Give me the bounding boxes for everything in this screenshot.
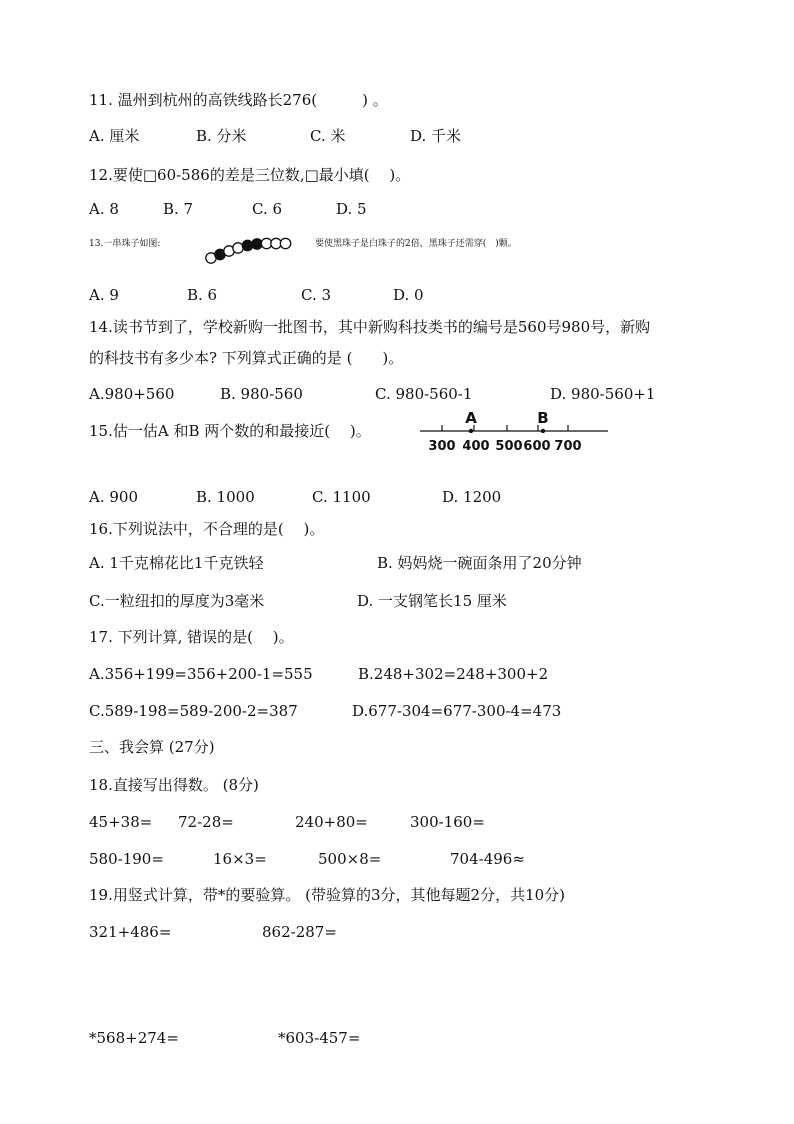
q15-option-b[interactable]: B. 1000 xyxy=(196,488,255,506)
q17-stem: 17. 下列计算, 错误的是( )。 xyxy=(89,628,294,646)
q16-option-a[interactable]: A. 1千克棉花比1千克铁轻 xyxy=(89,554,264,572)
q18-item: 240+80= xyxy=(295,813,368,831)
q15-stem: 15.估一估A 和B 两个数的和最接近( )。 xyxy=(89,422,371,440)
q18-item: 704-496≈ xyxy=(450,850,525,868)
number-line-figure xyxy=(418,408,610,456)
bead-5-black xyxy=(242,240,252,250)
q13-option-d[interactable]: D. 0 xyxy=(393,286,424,304)
q14-option-b[interactable]: B. 980-560 xyxy=(220,385,303,403)
q16-stem: 16.下列说法中，不合理的是( )。 xyxy=(89,520,325,538)
tick-label-300: 300 xyxy=(428,439,456,454)
bead-4-white xyxy=(233,243,243,253)
q13-option-b[interactable]: B. 6 xyxy=(187,286,218,304)
q17-option-c[interactable]: C.589-198=589-200-2=387 xyxy=(89,702,298,720)
q15-option-d[interactable]: D. 1200 xyxy=(442,488,502,506)
section-title: 三、我会算 (27分) xyxy=(89,738,215,756)
q12-option-a[interactable]: A. 8 xyxy=(89,200,119,218)
bead-6-black xyxy=(252,239,262,249)
q13-stem-right: 要使黑珠子是白珠子的2倍，黑珠子还需穿( )颗。 xyxy=(315,239,517,249)
q14-option-d[interactable]: D. 980-560+1 xyxy=(550,385,656,403)
q19-item: 862-287= xyxy=(262,923,337,941)
q13-option-c[interactable]: C. 3 xyxy=(301,286,332,304)
q12-option-d[interactable]: D. 5 xyxy=(336,200,367,218)
q18-item: 500×8= xyxy=(318,850,382,868)
q19-item: *603-457= xyxy=(278,1029,361,1047)
q14-stem-line1: 14.读书节到了，学校新购一批图书，其中新购科技类书的编号是560号980号，新购 xyxy=(89,318,651,336)
q15-option-a[interactable]: A. 900 xyxy=(89,488,138,506)
q16-option-c[interactable]: C.一粒纽扣的厚度为3毫米 xyxy=(89,592,265,610)
q12-option-c[interactable]: C. 6 xyxy=(252,200,283,218)
q16-option-d[interactable]: D. 一支钢笔长15 厘米 xyxy=(357,592,507,610)
q18-item: 300-160= xyxy=(410,813,485,831)
q18-item: 45+38= xyxy=(89,813,153,831)
bead-string-figure xyxy=(203,232,295,266)
tick-label-500: 500 xyxy=(495,439,523,454)
tick-label-400: 400 xyxy=(462,439,490,454)
q14-stem-line2: 的科技书有多少本? 下列算式正确的是 ( )。 xyxy=(89,349,404,367)
q14-option-a[interactable]: A.980+560 xyxy=(89,385,175,403)
bead-7-white xyxy=(261,238,271,248)
q17-option-b[interactable]: B.248+302=248+300+2 xyxy=(358,665,549,683)
q18-item: 16×3= xyxy=(213,850,267,868)
tick-label-600: 600 xyxy=(523,439,551,454)
q11-stem: 11. 温州到杭州的高铁线路长276( ) 。 xyxy=(89,91,388,109)
q16-option-b[interactable]: B. 妈妈烧一碗面条用了20分钟 xyxy=(377,554,582,572)
tick-label-700: 700 xyxy=(554,439,582,454)
q13-stem-left: 13.一串珠子如图: xyxy=(89,239,161,249)
q11-option-c[interactable]: C. 米 xyxy=(310,127,346,145)
bead-8-white xyxy=(271,238,281,248)
point-a-dot xyxy=(469,429,473,433)
q11-option-d[interactable]: D. 千米 xyxy=(410,127,462,145)
q18-stem: 18.直接写出得数。 (8分) xyxy=(89,776,259,794)
q11-option-a[interactable]: A. 厘米 xyxy=(89,127,140,145)
q13-option-a[interactable]: A. 9 xyxy=(89,286,119,304)
point-b-label: B xyxy=(537,409,549,427)
q18-item: 72-28= xyxy=(178,813,234,831)
q11-option-b[interactable]: B. 分米 xyxy=(196,127,247,145)
q19-item: *568+274= xyxy=(89,1029,179,1047)
q17-option-a[interactable]: A.356+199=356+200-1=555 xyxy=(89,665,313,683)
q19-stem: 19.用竖式计算，带*的要验算。 (带验算的3分，其他每题2分，共10分) xyxy=(89,886,566,904)
q18-item: 580-190= xyxy=(89,850,164,868)
q19-item: 321+486= xyxy=(89,923,172,941)
bead-9-white xyxy=(280,238,290,248)
point-a-label: A xyxy=(465,409,477,427)
q15-option-c[interactable]: C. 1100 xyxy=(312,488,371,506)
q17-option-d[interactable]: D.677-304=677-300-4=473 xyxy=(352,702,562,720)
point-b-dot xyxy=(541,429,545,433)
q12-stem: 12.要使□60-586的差是三位数,□最小填( )。 xyxy=(89,166,411,184)
q12-option-b[interactable]: B. 7 xyxy=(163,200,194,218)
q14-option-c[interactable]: C. 980-560-1 xyxy=(375,385,473,403)
